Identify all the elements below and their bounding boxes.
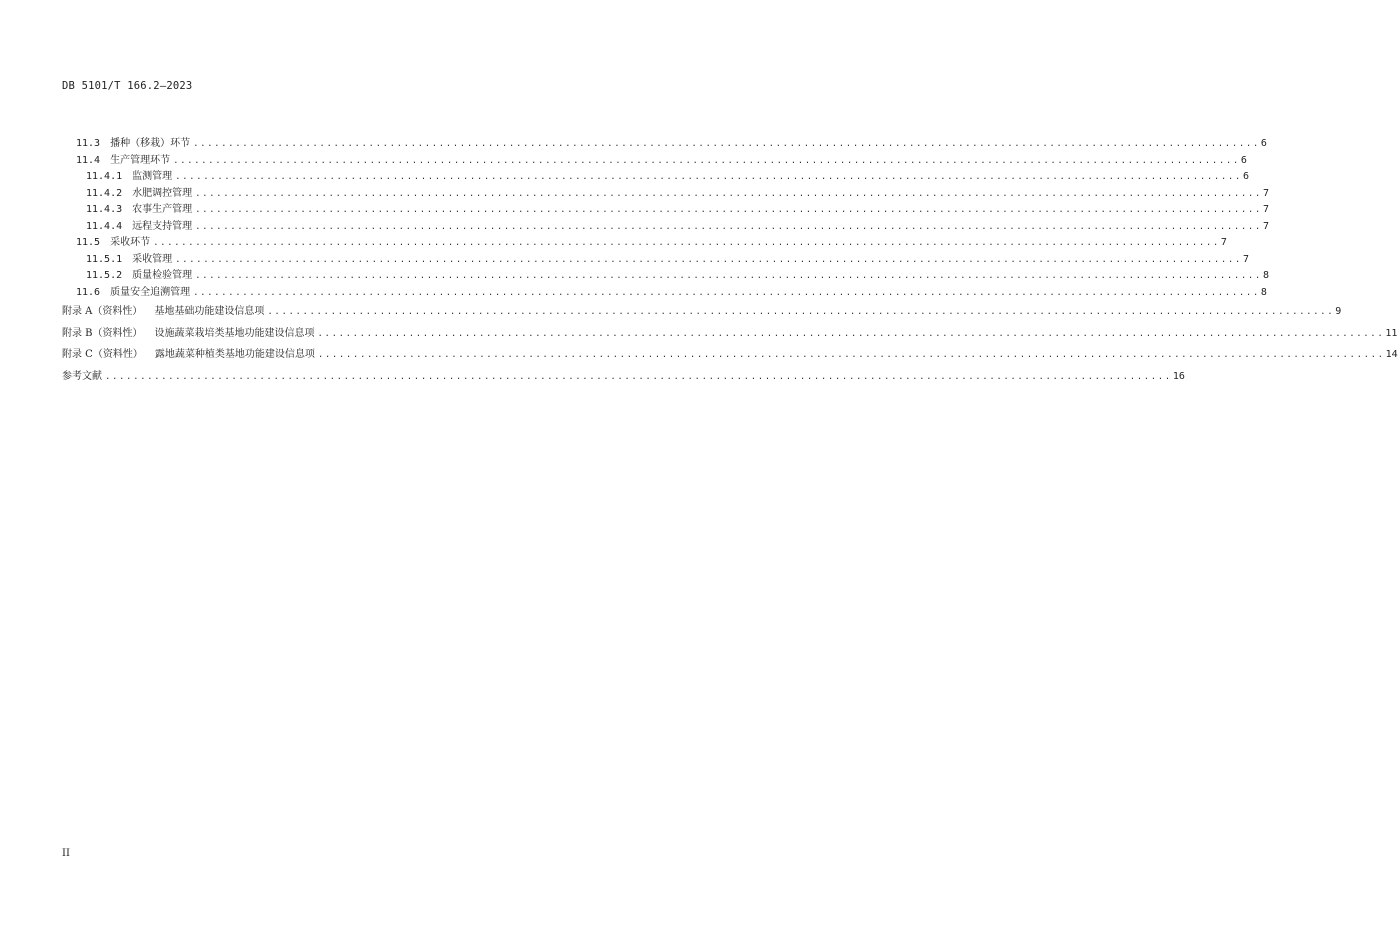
dot-leader: ........................................................................................................................................................ bbox=[195, 188, 1262, 199]
dot-leader: ........................................................................................................................................................ bbox=[173, 155, 1240, 166]
dot-leader: ........................................................................................................................................................ bbox=[175, 254, 1242, 265]
table-of-contents bbox=[62, 136, 1398, 387]
toc-entry-page: 7 bbox=[1262, 220, 1269, 232]
references-page: 16 bbox=[1172, 370, 1185, 382]
toc-entry-number: 11.4.3 bbox=[86, 204, 123, 215]
dot-leader: ........................................................................................................................................................ bbox=[317, 350, 1385, 360]
toc-entry-title: 生产管理环节 bbox=[110, 154, 171, 166]
toc-entry-page: 6 bbox=[1242, 171, 1249, 182]
toc-entry-page: 7 bbox=[1220, 237, 1227, 248]
appendix-label: 附录 C（资料性） bbox=[62, 349, 143, 360]
references-title: 参考文献 bbox=[62, 370, 102, 382]
toc-references[interactable] bbox=[62, 366, 1185, 388]
dot-leader: ........................................................................................................................................................ bbox=[267, 307, 1335, 317]
toc-entry-title: 农事生产管理 bbox=[132, 204, 193, 215]
toc-entry-page: 7 bbox=[1262, 187, 1269, 199]
dot-leader: ........................................................................................................................................................ bbox=[195, 221, 1262, 232]
toc-entry-title: 水肥调控管理 bbox=[132, 187, 193, 199]
dot-leader: ........................................................................................................................................................ bbox=[195, 271, 1262, 281]
toc-entry-number: 11.5 bbox=[76, 237, 101, 248]
dot-leader: ........................................................................................................................................................ bbox=[193, 287, 1260, 298]
toc-entry-number: 11.4 bbox=[76, 154, 101, 166]
toc-entry-title: 监测管理 bbox=[132, 171, 173, 182]
toc-entry-page: 6 bbox=[1260, 138, 1267, 149]
toc-entry-number: 11.6 bbox=[76, 286, 101, 298]
appendix-title: 设施蔬菜栽培类基地功能建设信息项 bbox=[154, 327, 315, 339]
document-code-header: DB 5101/T 166.2—2023 bbox=[62, 80, 193, 92]
dot-leader: ........................................................................................................................................................ bbox=[105, 371, 1172, 382]
dot-leader: ........................................................................................................................................................ bbox=[193, 139, 1260, 149]
toc-entry-page: 7 bbox=[1262, 204, 1269, 215]
toc-entry-11-4-2[interactable] bbox=[62, 186, 1269, 203]
dot-leader: ........................................................................................................................................................ bbox=[153, 238, 1220, 248]
toc-entry-11-4-1[interactable] bbox=[62, 169, 1249, 186]
toc-entry-number: 11.5.2 bbox=[86, 270, 123, 281]
toc-entry-title: 远程支持管理 bbox=[132, 220, 193, 232]
toc-entry-number: 11.5.1 bbox=[86, 253, 123, 265]
toc-entry-11-5[interactable] bbox=[62, 235, 1227, 252]
toc-entry-page: 6 bbox=[1240, 154, 1247, 166]
toc-entry-11-5-1[interactable] bbox=[62, 252, 1249, 269]
toc-appendix-c[interactable] bbox=[62, 344, 1398, 366]
appendix-label: 附录 A（资料性） bbox=[62, 306, 143, 317]
toc-entry-number: 11.4.1 bbox=[86, 171, 123, 182]
appendix-title: 基地基础功能建设信息项 bbox=[154, 306, 265, 317]
toc-entry-title: 采收环节 bbox=[110, 237, 151, 248]
toc-entry-number: 11.4.4 bbox=[86, 220, 123, 232]
dot-leader: ........................................................................................................................................................ bbox=[317, 328, 1385, 339]
toc-entry-11-4-4[interactable] bbox=[62, 219, 1269, 236]
toc-entry-11-4[interactable] bbox=[62, 153, 1247, 170]
toc-appendix-b[interactable] bbox=[62, 323, 1398, 345]
appendix-page: 9 bbox=[1335, 306, 1342, 317]
toc-entry-page: 8 bbox=[1260, 286, 1267, 298]
toc-entry-11-4-3[interactable] bbox=[62, 202, 1269, 219]
toc-entry-title: 播种（移栽）环节 bbox=[110, 138, 191, 149]
appendix-label: 附录 B（资料性） bbox=[62, 327, 143, 339]
toc-entry-11-5-2[interactable] bbox=[62, 268, 1269, 285]
toc-entry-title: 质量安全追溯管理 bbox=[110, 286, 191, 298]
page-number-footer: II bbox=[62, 848, 70, 859]
toc-entry-title: 质量检验管理 bbox=[132, 270, 193, 281]
toc-entry-11-3[interactable] bbox=[62, 136, 1267, 153]
toc-entry-page: 8 bbox=[1262, 270, 1269, 281]
appendix-page: 11 bbox=[1385, 327, 1398, 339]
dot-leader: ........................................................................................................................................................ bbox=[195, 205, 1262, 215]
toc-appendix-a[interactable] bbox=[62, 301, 1342, 323]
toc-entry-number: 11.4.2 bbox=[86, 187, 123, 199]
appendix-title: 露地蔬菜种植类基地功能建设信息项 bbox=[154, 349, 315, 360]
toc-entry-11-6[interactable] bbox=[62, 285, 1267, 302]
toc-entry-page: 7 bbox=[1242, 253, 1249, 265]
dot-leader: ........................................................................................................................................................ bbox=[175, 172, 1242, 182]
toc-entry-title: 采收管理 bbox=[132, 253, 173, 265]
toc-entry-number: 11.3 bbox=[76, 138, 101, 149]
appendix-page: 14 bbox=[1385, 349, 1398, 360]
